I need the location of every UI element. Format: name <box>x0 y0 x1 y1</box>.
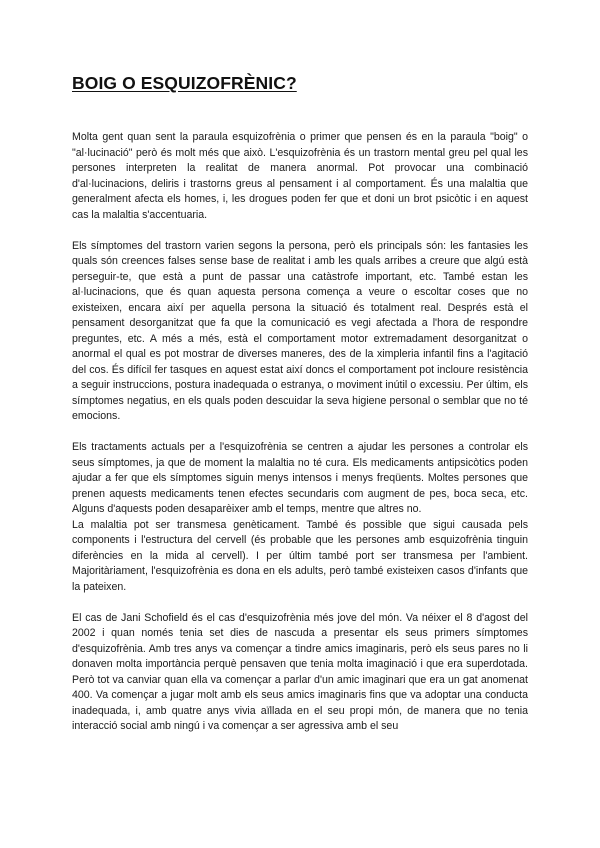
paragraph-treatments: Els tractaments actuals per a l'esquizofrènia se centren a ajudar les persones a controlar els seus símptomes, ja que de moment la malaltia no té cura. Els medicaments antipsicòtics poden ajudar a fer que els símptomes siguin menys intensos i menys freqüents. Moltes persones que prenen aquests medicaments tenen efectes secundaris com augment de pes, boca seca, etc. Alguns d'aquests poden desaparèixer amb el temps, mentre que altres no. <box>72 441 528 515</box>
paragraph-intro: Molta gent quan sent la paraula esquizofrènia o primer que pensen és en la paraula "boig" o "al·lucinació" però és molt més que això. L'esquizofrènia és un trastorn mental greu pel qual les persones interpreten la realitat de manera anormal. Pot provocar una combinació d'al·lucinacions, deliris i trastorns greus al pensament i al comportament. És una malaltia que generalment afecta els homes, i, les drogues poden fer que et doni un brot psicòtic i en aquest cas la malaltia s'accentuaria. <box>72 131 528 221</box>
paragraph-jani-case: El cas de Jani Schofield és el cas d'esquizofrènia més jove del món. Va néixer el 8 d'agost del 2002 i quan només tenia set dies de nascuda a presentar els seus primers símptomes d'esquizofrènia. Amb tres anys va començar a tindre amics imaginaris, però els seus pares no li donaven molta importància perquè pensaven que tenia molta imaginació i que era superdotada. Però tot va canviar quan ella va començar a parlar d'un amic imaginari que era un gat anomenat 400. Va començar a jugar molt amb els seus amics imaginaris fins que va adoptar una conducta inadequada, i, amb quatre anys vivia aïllada en el seu propi món, de manera que no tenia interacció social amb ningú i va començar a ser agressiva amb el seu <box>72 611 528 732</box>
paragraph-symptoms: Els símptomes del trastorn varien segons la persona, però els principals són: les fantasies les quals són creences falses sense base de realitat i amb les quals arribes a creure que algú està perseguir-te, que està a punt de passar una catàstrofe important, etc. També estan les al·lucinacions, que és quan aquesta persona comença a veure o escoltar coses que no existeixen, encara així per aquella persona la situació és totalment real. Després està el pensament desorganitzat que fa que la comunicació es vegi afectada a l'hora de respondre preguntes, etc. A més a més, està el comportament motor extremadament desorganitzat o anormal el qual es pot mostrar de diverses maneres, des de la ximpleria infantil fins a l'agitació del cos. És difícil fer tasques en aquest estat així doncs el comportament pot incloure resistència a seguir instruccions, postura inadequada o estranya, o moviment inútil o excessiu. Per últim, els símptomes negatius, en els quals poden descuidar la seva higiene personal o semblar que no té emocions. <box>72 239 528 422</box>
page-title: BOIG O ESQUIZOFRÈNIC? <box>72 73 297 93</box>
document-body <box>72 130 528 735</box>
paragraph-causes: La malaltia pot ser transmesa genèticament. També és possible que sigui causada pels components i l'estructura del cervell (és probable que les persones amb esquizofrènia tinguin diferències en la mida al cervell). I per últim també port ser transmesa per l'ambient. Majoritàriament, l'esquizofrènia es dona en els adults, però també existeixen casos d'infants que la pateixen. <box>72 518 528 593</box>
